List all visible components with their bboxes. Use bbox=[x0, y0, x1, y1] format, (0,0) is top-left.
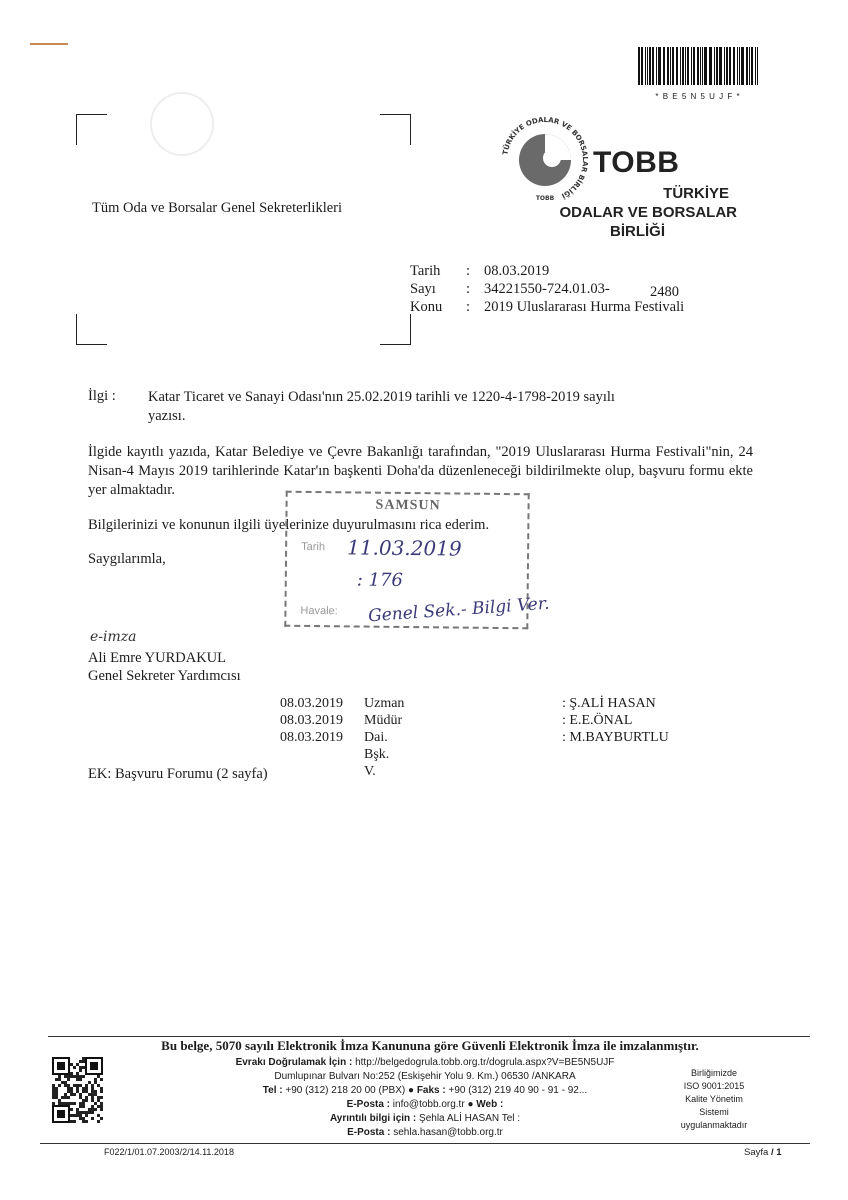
barcode-bar bbox=[656, 47, 657, 85]
qr-module bbox=[100, 1096, 103, 1099]
qr-module bbox=[100, 1108, 103, 1111]
qr-finder bbox=[57, 1062, 65, 1070]
signatory-name: Ali Emre YURDAKUL bbox=[88, 650, 226, 666]
qr-module bbox=[52, 1093, 55, 1096]
qr-module bbox=[58, 1084, 61, 1087]
qr-module bbox=[64, 1093, 67, 1096]
qr-module bbox=[88, 1108, 91, 1111]
bracket-top-right bbox=[380, 114, 411, 145]
qr-module bbox=[76, 1111, 79, 1114]
qr-module bbox=[70, 1120, 73, 1123]
qr-module bbox=[94, 1093, 97, 1096]
qr-module bbox=[85, 1096, 88, 1099]
qr-module bbox=[61, 1102, 64, 1105]
logo-line-2: ODALAR VE BORSALAR bbox=[559, 204, 737, 221]
number-colon: : bbox=[466, 281, 471, 297]
qr-module bbox=[58, 1075, 61, 1078]
web-label: Web : bbox=[476, 1099, 504, 1110]
barcode-bar bbox=[726, 47, 728, 85]
stamp-number-handwritten: : 176 bbox=[356, 569, 404, 591]
barcode-bar bbox=[638, 47, 640, 85]
contact-label: Ayrıntılı bilgi için : bbox=[329, 1113, 417, 1124]
qr-module bbox=[76, 1063, 79, 1066]
bracket-bottom-left bbox=[76, 314, 107, 345]
stamp-header: SAMSUN bbox=[375, 497, 441, 514]
barcode-bar bbox=[641, 47, 643, 85]
qr-module bbox=[70, 1072, 73, 1075]
footer-email2-row bbox=[150, 1126, 700, 1140]
eimza-label: e-imza bbox=[90, 629, 137, 645]
qr-module bbox=[82, 1105, 85, 1108]
approval-name: : E.E.ÖNAL bbox=[562, 713, 633, 728]
footer-contact-row bbox=[150, 1112, 700, 1126]
barcode-bar bbox=[716, 47, 718, 85]
qr-module bbox=[85, 1114, 88, 1117]
email2-label: E-Posta : bbox=[347, 1127, 391, 1138]
qr-module bbox=[79, 1096, 82, 1099]
qr-module bbox=[67, 1078, 70, 1081]
qr-module bbox=[94, 1102, 97, 1105]
qr-module bbox=[70, 1102, 73, 1105]
qr-module bbox=[97, 1096, 100, 1099]
qr-module bbox=[79, 1060, 82, 1063]
barcode bbox=[636, 47, 760, 101]
qr-module bbox=[55, 1090, 58, 1093]
qr-module bbox=[100, 1090, 103, 1093]
subject-label: Konu bbox=[410, 299, 443, 315]
approval-date: 08.03.2019 bbox=[280, 713, 343, 728]
footer-verify-row bbox=[150, 1056, 700, 1070]
barcode-bar bbox=[667, 47, 669, 85]
page-indicator bbox=[744, 1147, 782, 1158]
qr-module bbox=[73, 1114, 76, 1117]
qr-module bbox=[82, 1087, 85, 1090]
reference-line-1: Katar Ticaret ve Sanayi Odası'nın 25.02.2019 tarihli ve 1220-4-1798-2019 sayılı bbox=[148, 389, 615, 405]
qr-finder bbox=[57, 1110, 65, 1118]
qr-module bbox=[73, 1066, 76, 1069]
barcode-bar bbox=[649, 47, 651, 85]
qr-module bbox=[76, 1084, 79, 1087]
tobb-logo bbox=[497, 112, 747, 247]
approval-name: : M.BAYBURTLU bbox=[562, 730, 669, 745]
footer-notice: Bu belge, 5070 sayılı Elektronik İmza Kanununa göre Güvenli Elektronik İmza ile imzalanmıştır. bbox=[161, 1038, 699, 1053]
bracket-top-left bbox=[76, 114, 107, 145]
logo-line-3: BİRLİĞİ bbox=[610, 223, 665, 240]
barcode-bar bbox=[714, 47, 715, 85]
qr-module bbox=[85, 1084, 88, 1087]
qr-module bbox=[70, 1090, 73, 1093]
barcode-bar bbox=[680, 47, 681, 85]
barcode-bar bbox=[755, 47, 756, 85]
qr-module bbox=[94, 1090, 97, 1093]
qr-module bbox=[52, 1096, 55, 1099]
contact-value: Şehla ALİ HASAN Tel : bbox=[419, 1113, 521, 1124]
footer-top-rule bbox=[48, 1036, 810, 1037]
stamp-date-label: Tarih bbox=[301, 540, 326, 554]
approval-date: 08.03.2019 bbox=[280, 730, 343, 745]
qr-module bbox=[91, 1108, 94, 1111]
recipient: Tüm Oda ve Borsalar Genel Sekreterlikleri bbox=[92, 200, 343, 216]
qr-module bbox=[67, 1102, 70, 1105]
reference-text bbox=[148, 388, 708, 426]
subject-colon: : bbox=[466, 299, 471, 315]
qr-module bbox=[97, 1099, 100, 1102]
barcode-bar bbox=[729, 47, 731, 85]
iso-line-4: Sistemi bbox=[699, 1107, 729, 1117]
qr-module bbox=[91, 1099, 94, 1102]
logo-line-1: TÜRKİYE bbox=[663, 185, 729, 202]
barcode-bar bbox=[709, 47, 712, 85]
qr-module bbox=[82, 1066, 85, 1069]
qr-module bbox=[85, 1120, 88, 1123]
qr-module bbox=[91, 1117, 94, 1120]
qr-module bbox=[82, 1120, 85, 1123]
barcode-bar bbox=[700, 47, 701, 85]
barcode-bar bbox=[739, 47, 740, 85]
qr-module bbox=[73, 1093, 76, 1096]
qr-module bbox=[79, 1111, 82, 1114]
qr-module bbox=[58, 1102, 61, 1105]
qr-module bbox=[94, 1081, 97, 1084]
qr-module bbox=[55, 1096, 58, 1099]
barcode-bar bbox=[691, 47, 692, 85]
qr-module bbox=[67, 1084, 70, 1087]
qr-module bbox=[67, 1087, 70, 1090]
qr-module bbox=[100, 1117, 103, 1120]
email-value[interactable]: info@tobb.org.tr bbox=[392, 1099, 465, 1110]
approval-role: Müdür bbox=[364, 713, 403, 728]
reference-label: İlgi : bbox=[88, 388, 116, 404]
qr-module bbox=[73, 1075, 76, 1078]
svg-text:TOBB: TOBB bbox=[535, 195, 555, 202]
footer-contact-block bbox=[150, 1056, 700, 1140]
qr-code bbox=[52, 1057, 104, 1125]
qr-module bbox=[70, 1093, 73, 1096]
phone-value: +90 (312) 218 20 00 (PBX) bbox=[285, 1085, 406, 1096]
barcode-bar bbox=[652, 47, 654, 85]
qr-module bbox=[52, 1087, 55, 1090]
qr-module bbox=[91, 1090, 94, 1093]
barcode-bar bbox=[704, 47, 707, 85]
date-label: Tarih bbox=[410, 263, 441, 279]
qr-module bbox=[79, 1078, 82, 1081]
iso-line-2: ISO 9001:2015 bbox=[683, 1081, 745, 1091]
qr-module bbox=[70, 1108, 73, 1111]
qr-module bbox=[52, 1084, 55, 1087]
qr-module bbox=[55, 1087, 58, 1090]
form-code: F022/1/01.07.2003/2/14.11.2018 bbox=[104, 1147, 234, 1157]
date-colon: : bbox=[466, 263, 471, 279]
qr-module bbox=[55, 1078, 58, 1081]
qr-module bbox=[94, 1078, 97, 1081]
footer-bottom-rule bbox=[40, 1143, 810, 1144]
qr-module bbox=[82, 1099, 85, 1102]
iso-line-1: Birliğimizde bbox=[690, 1068, 737, 1078]
email2-value[interactable]: sehla.hasan@tobb.org.tr bbox=[393, 1127, 503, 1138]
qr-module bbox=[82, 1057, 85, 1060]
barcode-bar bbox=[751, 47, 753, 85]
approval-role: Uzman bbox=[364, 696, 405, 711]
barcode-bar bbox=[724, 47, 725, 85]
qr-module bbox=[97, 1105, 100, 1108]
barcode-bar bbox=[645, 47, 646, 85]
tobb-emblem-icon bbox=[497, 112, 593, 208]
qr-module bbox=[76, 1108, 79, 1111]
barcode-bar bbox=[719, 47, 722, 85]
corner-mark bbox=[30, 43, 68, 45]
qr-module bbox=[52, 1090, 55, 1093]
qr-module bbox=[76, 1072, 79, 1075]
stamp-forward-handwritten: Genel Sek.- Bilgi Ver. bbox=[367, 593, 551, 627]
qr-module bbox=[88, 1081, 91, 1084]
qr-module bbox=[58, 1099, 61, 1102]
barcode-bar bbox=[672, 47, 674, 85]
qr-module bbox=[100, 1102, 103, 1105]
body-paragraph-1: İlgide kayıtlı yazıda, Katar Belediye ve Çevre Bakanlığı tarafından, "2019 Uluslararası Hurma Festivali"nin, 24 Nisan-4 Mayıs 2019 tarihlerinde Katar'ın başkenti Doha'da düzenleneceği bildirilmekte olup, başvuru formu ekte yer almaktadır. bbox=[88, 444, 753, 498]
qr-module bbox=[64, 1075, 67, 1078]
qr-module bbox=[79, 1093, 82, 1096]
qr-module bbox=[85, 1111, 88, 1114]
qr-module bbox=[97, 1120, 100, 1123]
qr-module bbox=[73, 1120, 76, 1123]
qr-module bbox=[76, 1078, 79, 1081]
qr-module bbox=[79, 1117, 82, 1120]
logo-title: TOBB bbox=[593, 146, 680, 179]
body-paragraph-2: Bilgilerinizi ve konunun ilgili üyelerinize duyurulmasını rica ederim. bbox=[88, 517, 490, 533]
qr-module bbox=[64, 1084, 67, 1087]
attachment-note: EK: Başvuru Forumu (2 sayfa) bbox=[88, 766, 268, 782]
qr-module bbox=[79, 1102, 82, 1105]
qr-module bbox=[88, 1111, 91, 1114]
reference-line-2: yazısı. bbox=[148, 408, 186, 424]
barcode-bar bbox=[685, 47, 686, 85]
bracket-bottom-right bbox=[380, 314, 411, 345]
qr-module bbox=[73, 1084, 76, 1087]
verify-url[interactable]: http://belgedogrula.tobb.org.tr/dogrula.aspx?V=BE5N5UJF bbox=[355, 1057, 615, 1068]
qr-module bbox=[70, 1087, 73, 1090]
qr-module bbox=[97, 1075, 100, 1078]
qr-code-icon bbox=[52, 1057, 104, 1125]
qr-module bbox=[88, 1093, 91, 1096]
qr-module bbox=[97, 1084, 100, 1087]
qr-module bbox=[79, 1114, 82, 1117]
qr-module bbox=[73, 1102, 76, 1105]
qr-module bbox=[79, 1105, 82, 1108]
qr-module bbox=[70, 1075, 73, 1078]
qr-module bbox=[82, 1075, 85, 1078]
barcode-bar bbox=[658, 47, 661, 85]
qr-module bbox=[91, 1111, 94, 1114]
qr-finder bbox=[90, 1062, 98, 1070]
fax-value: +90 (312) 219 40 90 - 91 - 92... bbox=[448, 1085, 588, 1096]
stamp-forward-label: Havale: bbox=[300, 604, 338, 618]
verify-label: Evrakı Doğrulamak İçin : bbox=[235, 1057, 353, 1068]
barcode-bar bbox=[647, 47, 648, 85]
iso-block bbox=[664, 1067, 764, 1132]
qr-module bbox=[82, 1102, 85, 1105]
qr-module bbox=[76, 1090, 79, 1093]
date-value: 08.03.2019 bbox=[484, 263, 550, 279]
qr-module bbox=[55, 1093, 58, 1096]
approval-role: Dai. Bşk. V. bbox=[364, 730, 390, 779]
phone-label: Tel : bbox=[262, 1085, 283, 1096]
qr-module bbox=[58, 1078, 61, 1081]
number-suffix: 2480 bbox=[650, 284, 679, 300]
barcode-bar bbox=[697, 47, 699, 85]
barcode-bar bbox=[676, 47, 678, 85]
svg-text:TÜRKİYE ODALAR VE BORSALAR BİR: TÜRKİYE ODALAR VE BORSALAR BİRLİĞİ bbox=[501, 115, 590, 200]
qr-module bbox=[85, 1087, 88, 1090]
qr-module bbox=[91, 1096, 94, 1099]
qr-module bbox=[82, 1111, 85, 1114]
qr-module bbox=[64, 1096, 67, 1099]
footer-phone-row: Tel : +90 (312) 218 20 00 (PBX) ● Faks : +90 (312) 219 40 90 - 91 - 92... bbox=[262, 1085, 588, 1096]
barcode-bar bbox=[737, 47, 738, 85]
qr-module bbox=[79, 1069, 82, 1072]
qr-module bbox=[82, 1060, 85, 1063]
footer-address: Dumlupınar Bulvarı No:252 (Eskişehir Yolu 9. Km.) 06530 /ANKARA bbox=[274, 1071, 576, 1082]
approval-date: 08.03.2019 bbox=[280, 696, 343, 711]
qr-module bbox=[79, 1075, 82, 1078]
qr-module bbox=[67, 1090, 70, 1093]
barcode-bar bbox=[733, 47, 735, 85]
qr-module bbox=[76, 1114, 79, 1117]
qr-module bbox=[67, 1075, 70, 1078]
qr-module bbox=[100, 1087, 103, 1090]
qr-module bbox=[91, 1105, 94, 1108]
qr-module bbox=[76, 1075, 79, 1078]
signatory-title: Genel Sekreter Yardımcısı bbox=[88, 668, 241, 684]
qr-module bbox=[79, 1084, 82, 1087]
number-label: Sayı bbox=[410, 281, 436, 297]
barcode-bar bbox=[663, 47, 665, 85]
qr-module bbox=[70, 1063, 73, 1066]
barcode-bar bbox=[702, 47, 703, 85]
barcode-bar bbox=[687, 47, 689, 85]
qr-module bbox=[61, 1096, 64, 1099]
footer-email-row: E-Posta : info@tobb.org.tr ● Web : bbox=[346, 1099, 504, 1110]
qr-module bbox=[91, 1093, 94, 1096]
iso-line-5: uygulanmaktadır bbox=[680, 1120, 748, 1130]
qr-module bbox=[91, 1087, 94, 1090]
qr-module bbox=[67, 1096, 70, 1099]
qr-module bbox=[91, 1084, 94, 1087]
qr-module bbox=[94, 1108, 97, 1111]
number-value: 34221550-724.01.03- bbox=[484, 281, 610, 297]
qr-module bbox=[52, 1102, 55, 1105]
barcode-icon bbox=[636, 47, 760, 87]
barcode-bar bbox=[670, 47, 671, 85]
qr-module bbox=[97, 1114, 100, 1117]
fax-label: Faks : bbox=[416, 1085, 446, 1096]
qr-module bbox=[85, 1090, 88, 1093]
approval-name: : Ş.ALİ HASAN bbox=[562, 696, 656, 711]
qr-module bbox=[85, 1099, 88, 1102]
qr-module bbox=[64, 1102, 67, 1105]
barcode-text: * B E 5 N 5 U J F * bbox=[655, 92, 741, 101]
page-label: Sayfa bbox=[744, 1147, 769, 1158]
email-label: E-Posta : bbox=[346, 1099, 391, 1110]
qr-module bbox=[100, 1078, 103, 1081]
bleed-through-seal bbox=[150, 92, 214, 156]
qr-module bbox=[100, 1105, 103, 1108]
page-value: / 1 bbox=[770, 1147, 782, 1158]
barcode-bar bbox=[757, 47, 758, 85]
iso-line-3: Kalite Yönetim bbox=[685, 1094, 743, 1104]
barcode-bar bbox=[749, 47, 750, 85]
barcode-bar bbox=[741, 47, 744, 85]
qr-module bbox=[61, 1081, 64, 1084]
qr-module bbox=[64, 1081, 67, 1084]
barcode-bar bbox=[682, 47, 684, 85]
qr-module bbox=[76, 1087, 79, 1090]
qr-module bbox=[82, 1090, 85, 1093]
stamp-date-handwritten: 11.03.2019 bbox=[347, 535, 462, 561]
qr-module bbox=[70, 1114, 73, 1117]
subject-value: 2019 Uluslararası Hurma Festivali bbox=[484, 299, 685, 315]
closing: Saygılarımla, bbox=[88, 551, 166, 567]
qr-module bbox=[79, 1066, 82, 1069]
qr-module bbox=[82, 1117, 85, 1120]
barcode-bar bbox=[746, 47, 748, 85]
barcode-bar bbox=[693, 47, 695, 85]
